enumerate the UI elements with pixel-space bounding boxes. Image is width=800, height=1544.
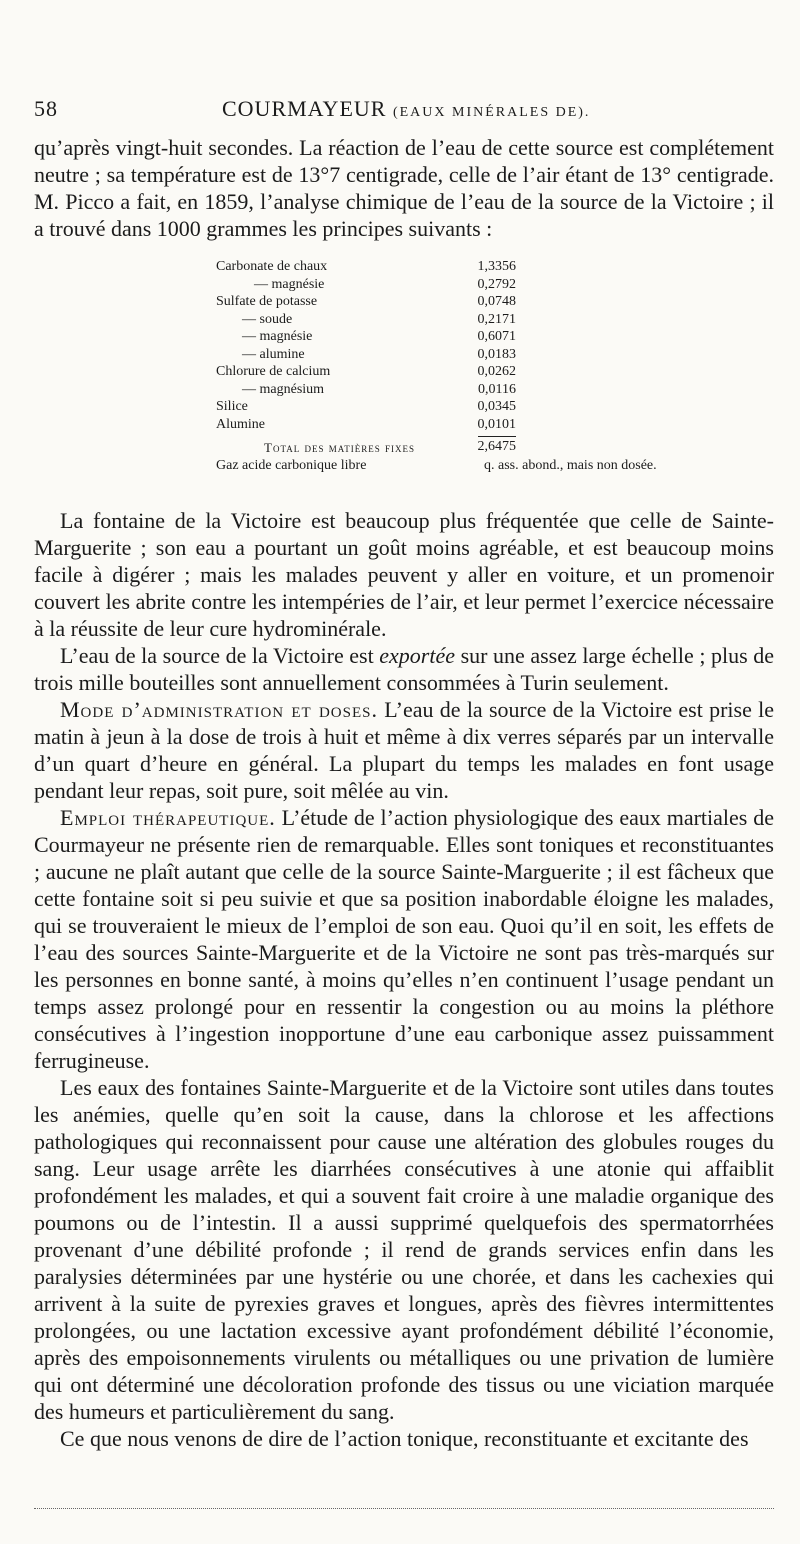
analysis-row-label: — magnésium xyxy=(242,381,325,397)
running-title xyxy=(222,96,590,122)
running-title-main: COURMAYEUR xyxy=(222,96,387,121)
analysis-row-value: 0,0101 xyxy=(477,416,516,432)
chemical-analysis-table xyxy=(216,258,716,474)
analysis-row xyxy=(216,311,716,329)
running-title-sub: (EAUX MINÉRALES DE). xyxy=(392,105,591,120)
body-text xyxy=(34,507,774,1452)
analysis-row-value: 1,3356 xyxy=(477,259,516,274)
therapeutic-heading: Emploi thérapeutique. xyxy=(60,805,276,830)
analysis-row-label: Sulfate de potasse xyxy=(216,294,318,309)
analysis-row xyxy=(216,363,716,381)
analysis-total-value: 2,6475 xyxy=(478,436,517,456)
administration-text: L’eau de la source de la Victoire est prise le matin à jeun à la dose de trois à huit et même à dix verres séparés par un intervalle d’un quart d’heure en général. La plupart du temps les malades en font usage pendant leur repas, soit pure, soit mêlée au vin. xyxy=(34,697,775,803)
paragraph-therapeutic xyxy=(34,804,774,1074)
analysis-row-value: 0,2792 xyxy=(477,276,516,292)
running-header xyxy=(34,96,774,126)
analysis-total-row xyxy=(216,439,716,457)
analysis-row-label: — soude xyxy=(242,311,293,327)
analysis-row-label: Chlorure de calcium xyxy=(216,364,331,379)
analysis-row-label: Carbonate de chaux xyxy=(216,259,328,274)
analysis-gas-note: q. ass. abond., mais non dosée. xyxy=(484,457,657,473)
analysis-row-label: — magnésie xyxy=(254,276,325,292)
analysis-row-label: — alumine xyxy=(242,346,305,362)
analysis-row-value: 0,0345 xyxy=(477,399,516,414)
export-text-after: sur une assez large échelle ; plus de trois mille bouteilles sont annuellement consommées à Turin seulement. xyxy=(34,643,774,695)
analysis-gas-label: Gaz acide carbonique libre xyxy=(216,457,367,473)
analysis-row-value: 0,2171 xyxy=(477,311,516,327)
analysis-row xyxy=(216,328,716,346)
analysis-row-value: 0,0262 xyxy=(477,364,516,379)
analysis-row xyxy=(216,398,716,416)
export-text-before: L’eau de la source de la Victoire est xyxy=(60,643,380,668)
analysis-row-value: 0,0748 xyxy=(477,294,516,309)
intro-text: qu’après vingt-huit secondes. La réaction de l’eau de cette source est complétement neutre ; sa température est de 13°7 centigrade, celle de l’air étant de 13° centigrade. M. Picco a fait, en 1859, l’analyse chimique de l’eau de la source de la Victoire ; il a trouvé dans 1000 grammes les principes suivants : xyxy=(34,135,774,241)
analysis-gas-row xyxy=(216,457,716,475)
analysis-row-value: 0,6071 xyxy=(477,329,516,344)
analysis-row xyxy=(216,416,716,434)
paragraph-administration xyxy=(34,696,774,804)
analysis-row xyxy=(216,293,716,311)
analysis-rows xyxy=(216,258,716,433)
analysis-row xyxy=(216,276,716,294)
analysis-row-label: — magnésie xyxy=(242,329,313,344)
therapeutic-text: L’étude de l’action physiologique des eaux martiales de Courmayeur ne présente rien de remarquable. Elles sont toniques et reconstituantes ; aucune ne plaît autant que celle de la source Sainte-Marguerite ; il est fâcheux que cette fontaine soit si peu suivie et que sa position inabordable éloigne les malades, qui se trouveraient le mieux de l’emploi de son eau. Quoi qu’il en soit, les effets de l’eau des sources Sainte-Marguerite et de la Victoire ne sont pas très-marqués sur les personnes en bonne santé, à moins qu’elles n’en continuent l’usage pendant un temps assez prolongé pour en ressentir la congestion ou au moins la pléthore consécutives à l’ingestion inopportune d’une eau carbonique assez puissamment ferrugineuse. xyxy=(34,805,774,1073)
intro-paragraph xyxy=(34,134,774,242)
paragraph-anemias: Les eaux des fontaines Sainte-Marguerite et de la Victoire sont utiles dans toutes les anémies, quelle qu’en soit la cause, dans la chlorose et les affections pathologiques qui reconnaissent pour cause une altération des globules rouges du sang. Leur usage arrête les diarrhées consécutives à une atonie qui affaiblit profondément les malades, et qui a souvent fait croire à une maladie organique des poumons ou de l’intestin. Il a aussi supprimé quelquefois des spermatorrhées provenant d’une débilité profonde ; il rend de grands services enfin dans les paralysies déterminées par une hystérie ou une chorée, et dans les cachexies qui arrivent à la suite de pyrexies graves et longues, après des fièvres intermittentes prolongées, ou une lactation excessive ayant profondément débilité l’économie, après des empoisonnements virulents ou métalliques ou une privation de lumière qui ont déterminé une décoloration profonde des tissus ou une viciation marquée des humeurs et particulièrement du sang. xyxy=(34,1075,774,1424)
administration-heading: Mode d’administration et doses. xyxy=(60,697,378,722)
analysis-row-value: 0,0183 xyxy=(477,346,516,362)
analysis-total-label: Total des matières fixes xyxy=(264,440,415,455)
page-number: 58 xyxy=(34,96,58,121)
paragraph-export xyxy=(34,642,774,696)
analysis-row xyxy=(216,258,716,276)
analysis-row xyxy=(216,381,716,399)
analysis-row xyxy=(216,346,716,364)
analysis-row-label: Alumine xyxy=(216,416,265,432)
footer-dotted-rule xyxy=(34,1508,774,1513)
analysis-row-label: Silice xyxy=(216,399,248,414)
paragraph-victoire: La fontaine de la Victoire est beaucoup plus fréquentée que celle de Sainte-Marguerite ; son eau a pourtant un goût moins agréable, et est beaucoup moins facile à digérer ; mais les malades peuvent y aller en voiture, et un promenoir couvert les abrite contre les intempéries de l’air, et leur permet l’exercice nécessaire à la réussite de leur cure hydrominérale. xyxy=(34,508,774,641)
export-italic: exportée xyxy=(379,643,456,668)
analysis-row-value: 0,0116 xyxy=(478,381,516,397)
paragraph-continuation: Ce que nous venons de dire de l’action tonique, reconstituante et excitante des xyxy=(60,1426,749,1451)
